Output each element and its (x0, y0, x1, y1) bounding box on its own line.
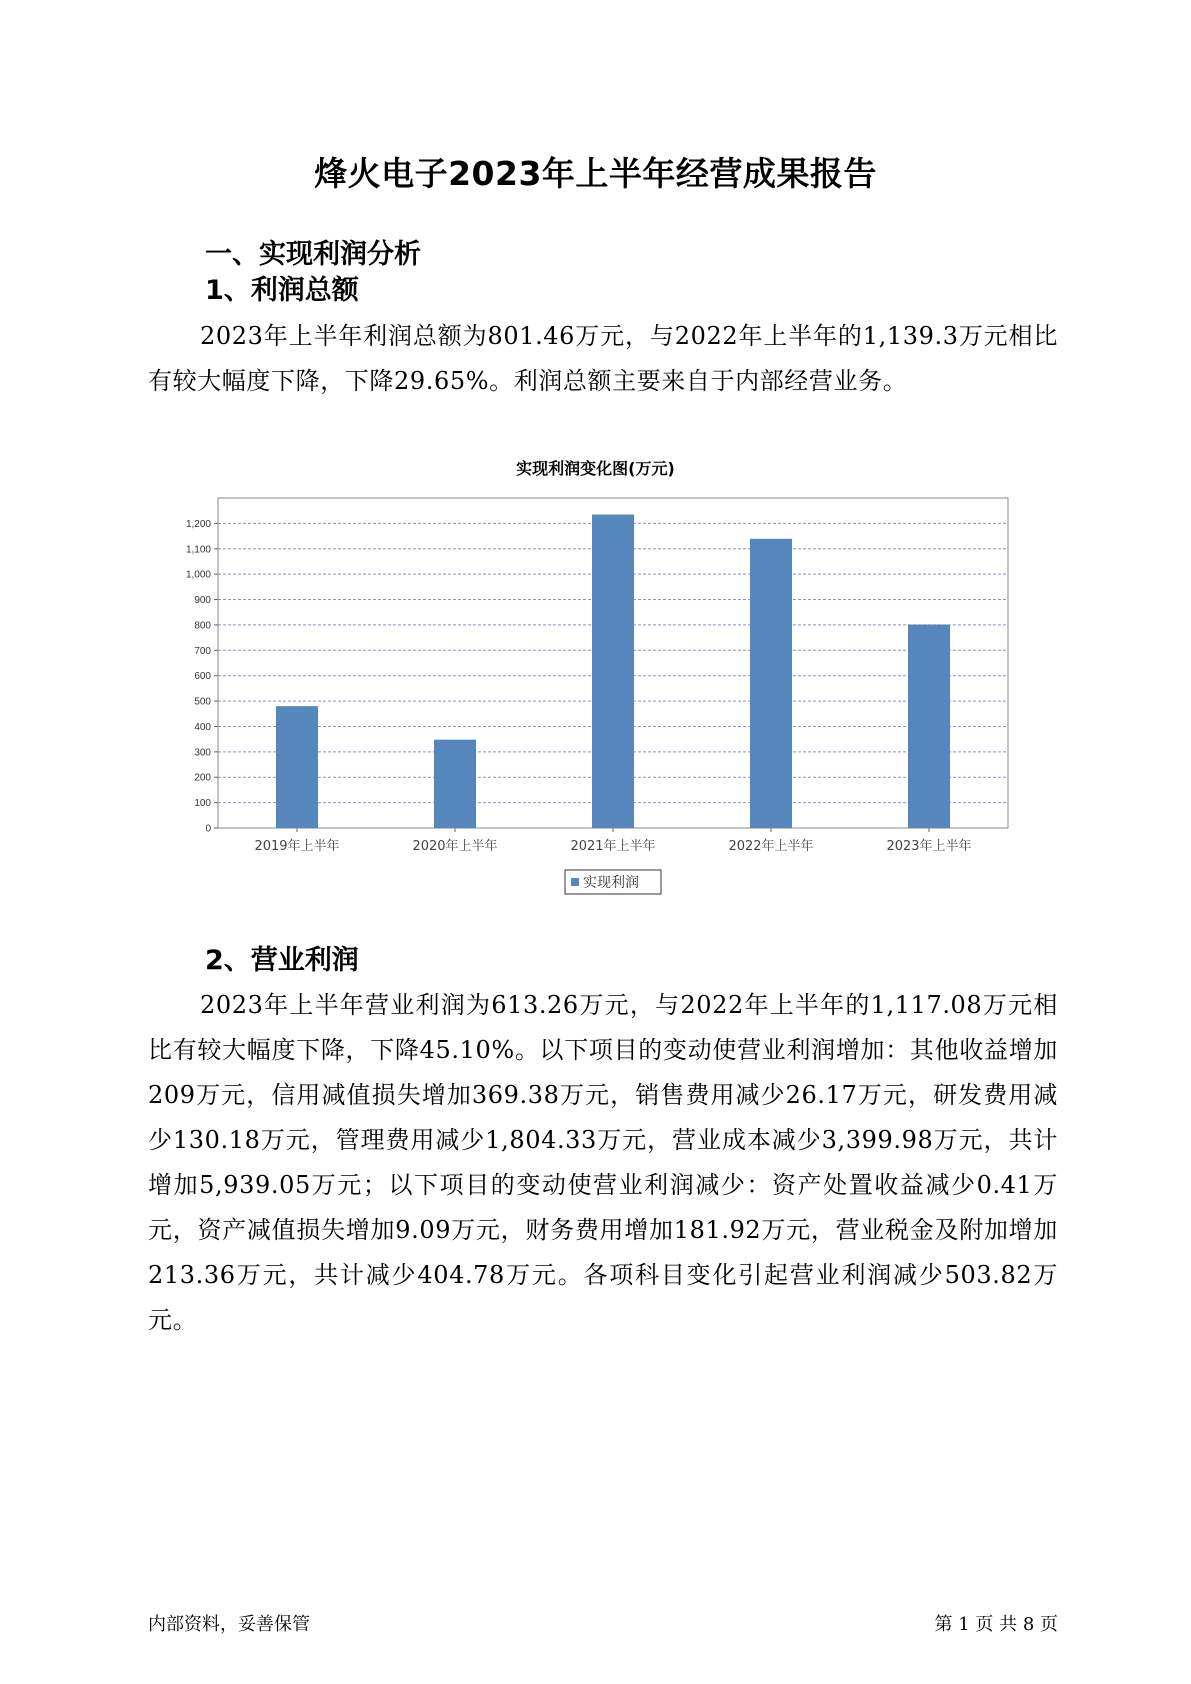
document-title: 烽火电子2023年上半年经营成果报告 (314, 154, 877, 193)
y-tick-label: 100 (194, 798, 211, 810)
subsection-heading-operating-profit: 2、营业利润 (205, 945, 359, 976)
x-tick-label: 2019年上半年 (254, 839, 340, 854)
bar (750, 539, 792, 828)
footer-confidential-note: 内部资料，妥善保管 (148, 1614, 310, 1635)
subsection-heading-total-profit: 1、利润总额 (205, 275, 359, 306)
footer-page-number: 第 1 页 共 8 页 (934, 1614, 1058, 1635)
profit-bar-chart (140, 480, 1040, 905)
y-tick-label: 900 (194, 595, 211, 607)
bar (592, 515, 634, 829)
y-tick-label: 500 (194, 696, 211, 708)
section-heading-profit-analysis: 一、实现利润分析 (205, 239, 421, 270)
x-tick-label: 2022年上半年 (728, 839, 814, 854)
y-tick-label: 400 (194, 721, 211, 733)
x-tick-label: 2021年上半年 (570, 839, 656, 854)
x-tick-label: 2020年上半年 (412, 839, 498, 854)
y-tick-label: 200 (194, 772, 211, 784)
y-tick-label: 700 (194, 645, 211, 657)
y-tick-label: 1,200 (185, 518, 211, 530)
y-tick-label: 1,100 (185, 544, 211, 556)
y-tick-label: 1,000 (185, 569, 211, 581)
y-tick-label: 600 (194, 671, 211, 683)
bar (434, 740, 476, 828)
paragraph-operating-profit: 2023年上半年营业利润为613.26万元，与2022年上半年的1,117.08万元相比有较大幅度下降，下降45.10%。以下项目的变动使营业利润增加：其他收益增加209万元，信用减值损失增加369.38万元，销售费用减少26.17万元，研发费用减少130.18万元，管理费用减少1,804.33万元，营业成本减少3,399.98万元，共计增加5,939.05万元；以下项目的变动使营业利润减少：资产处置收益减少0.41万元，资产减值损失增加9.09万元，财务费用增加181.92万元，营业税金及附加增加213.36万元，共计减少404.78万元。各项科目变化引起营业利润减少503.82万元。 (148, 991, 1058, 1334)
y-tick-label: 0 (205, 823, 211, 835)
bar (908, 625, 950, 828)
legend-swatch (571, 878, 579, 886)
paragraph-total-profit: 2023年上半年利润总额为801.46万元，与2022年上半年的1,139.3万元相比有较大幅度下降，下降29.65%。利润总额主要来自于内部经营业务。 (148, 322, 1058, 395)
x-tick-label: 2023年上半年 (886, 839, 972, 854)
legend-label: 实现利润 (583, 875, 639, 891)
bar (276, 706, 318, 828)
y-tick-label: 300 (194, 747, 211, 759)
y-tick-label: 800 (194, 620, 211, 632)
chart-title: 实现利润变化图(万元) (516, 459, 675, 478)
